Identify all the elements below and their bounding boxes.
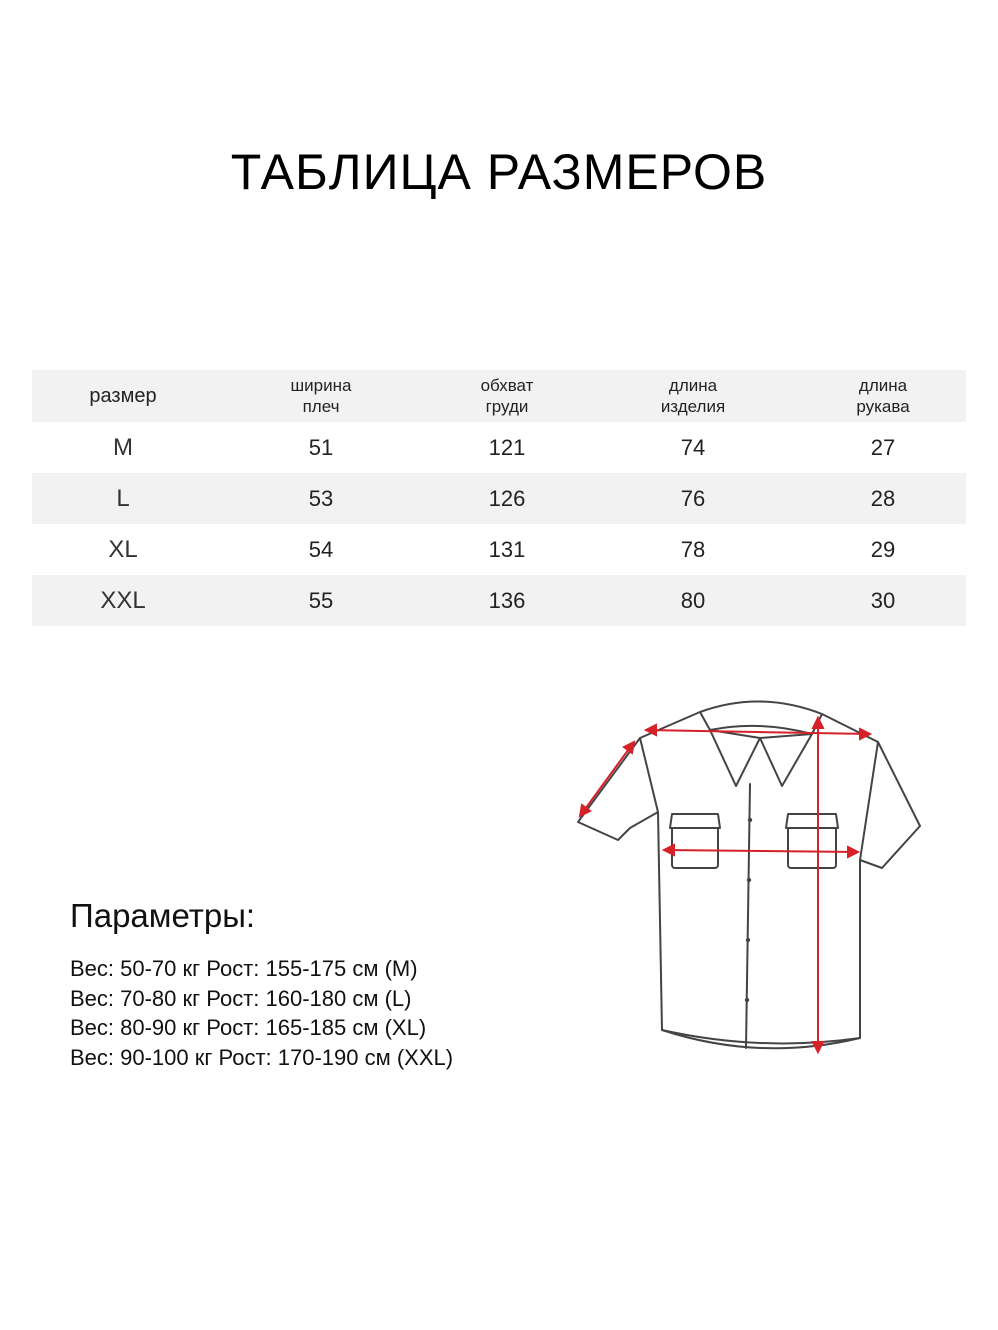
params-list <box>70 954 453 1072</box>
cell-sleeve: 30 <box>870 587 896 613</box>
header-line: изделия <box>660 397 726 416</box>
table-row <box>32 575 966 626</box>
cell-shoulder: 55 <box>308 587 334 613</box>
header-line: груди <box>485 397 529 416</box>
cell-sleeve: 28 <box>870 485 896 511</box>
header-line: длина <box>668 376 718 395</box>
page-title: ТАБЛИЦА РАЗМЕРОВ <box>230 144 768 200</box>
header-size-label: размер <box>89 384 157 407</box>
cell-sleeve: 29 <box>870 536 896 562</box>
header-sleeve <box>800 375 966 417</box>
header-shoulder-width <box>214 375 428 417</box>
params-line-xl: Вес: 80-90 кг Рост: 165-185 см (XL) <box>70 1015 427 1040</box>
cell-length: 80 <box>680 587 706 613</box>
cell-sleeve: 27 <box>870 434 896 460</box>
params-line-m: Вес: 50-70 кг Рост: 155-175 см (M) <box>70 956 418 981</box>
header-line: обхват <box>480 376 534 395</box>
table-row <box>32 422 966 473</box>
shirt-outline <box>578 701 920 1048</box>
table-header-row <box>32 370 966 422</box>
header-line: ширина <box>290 376 352 395</box>
cell-size: XL <box>108 535 138 563</box>
cell-shoulder: 54 <box>308 536 334 562</box>
header-line: рукава <box>856 397 910 416</box>
table-row <box>32 524 966 575</box>
cell-size: L <box>116 484 130 512</box>
params-line-xxl: Вес: 90-100 кг Рост: 170-190 см (XXL) <box>70 1044 454 1070</box>
table-row <box>32 473 966 524</box>
cell-size: XXL <box>100 586 146 614</box>
cell-chest: 131 <box>488 536 526 562</box>
params-heading: Параметры: <box>70 897 256 934</box>
header-line: плеч <box>302 397 340 416</box>
shirt-measurement-diagram-icon <box>560 690 940 1070</box>
cell-chest: 136 <box>488 587 526 613</box>
cell-shoulder: 53 <box>308 485 334 511</box>
header-size <box>32 386 214 407</box>
cell-length: 74 <box>680 434 706 460</box>
header-chest <box>428 375 586 417</box>
cell-length: 78 <box>680 536 706 562</box>
cell-length: 76 <box>680 485 706 511</box>
header-line: длина <box>858 376 908 395</box>
header-length <box>586 375 800 417</box>
params-line-l: Вес: 70-80 кг Рост: 160-180 см (L) <box>70 985 412 1011</box>
cell-size: M <box>113 433 133 461</box>
cell-shoulder: 51 <box>308 434 334 460</box>
cell-chest: 126 <box>488 485 526 511</box>
cell-chest: 121 <box>488 434 526 460</box>
size-table <box>32 370 966 626</box>
